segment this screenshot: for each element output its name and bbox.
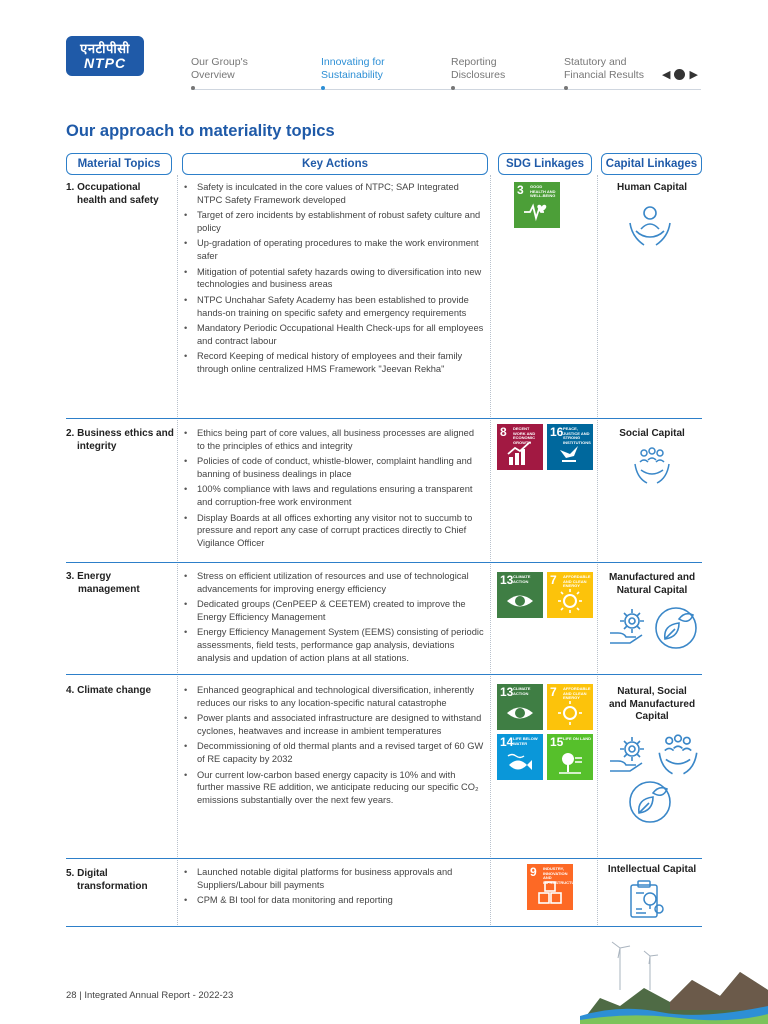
nav-item-statutory[interactable] xyxy=(564,56,644,82)
sdg-label: PEACE, JUSTICE AND STRONG INSTITUTIONS xyxy=(563,426,591,445)
nav-dot xyxy=(451,86,455,90)
list-item: • Power plants and associated infrastructure are designed to withstand cyclones, heatwaves and increase in ambient temperatures xyxy=(184,712,484,738)
list-item: • Ethics being part of core values, all business processes are aligned to the principles of ethics and integrity xyxy=(184,427,484,453)
topic-label xyxy=(66,571,176,596)
actions-list xyxy=(184,427,484,553)
nav-item-reporting[interactable] xyxy=(451,56,505,82)
leaves-icon xyxy=(627,779,673,825)
capital-text: and Manufactured xyxy=(608,698,696,710)
growth-chart-icon xyxy=(506,440,534,466)
topic-label xyxy=(66,868,176,893)
list-item: • Decommissioning of old thermal plants and a revised target of 60 GW of RE capacity by 2032 xyxy=(184,740,484,766)
topic-label xyxy=(66,685,176,698)
sdg-15-tile xyxy=(547,734,593,780)
actions-list xyxy=(184,570,484,667)
column-header-capital: Capital Linkages xyxy=(601,153,702,175)
list-item: • Safety is inculcated in the core values of NTPC; SAP Integrated NTPC Safety Framework developed xyxy=(184,181,484,207)
capital-text: Natural, Social xyxy=(617,686,687,697)
cubes-icon xyxy=(536,880,564,906)
human-capital-icon xyxy=(626,203,674,251)
sdg-14-tile xyxy=(497,734,543,780)
topic-text: management xyxy=(78,583,140,595)
actions-list xyxy=(184,181,484,378)
sdg-16-tile xyxy=(547,424,593,470)
leaves-icon xyxy=(653,605,699,651)
topic-text: 1. Occupational xyxy=(66,182,141,193)
sdg-number: 8 xyxy=(500,425,507,439)
social-capital-icon xyxy=(632,446,672,486)
fish-icon xyxy=(506,750,534,776)
topic-text: 5. Digital xyxy=(66,868,108,879)
ntpc-logo[interactable] xyxy=(66,36,144,76)
sdg-label: AFFORDABLE AND CLEAN ENERGY xyxy=(563,574,591,588)
tree-icon xyxy=(556,750,584,776)
column-header-topics: Material Topics xyxy=(66,153,172,175)
list-item: • Mitigation of potential safety hazards owing to diversification into new technologies and business areas xyxy=(184,266,484,292)
nav-label: Our Group's xyxy=(191,56,248,68)
actions-list xyxy=(184,684,484,810)
sun-power-icon xyxy=(556,588,584,614)
list-item: • Our current low-carbon based energy capacity is 10% and with further massive RE addition, we anticipate reducing our specific CO₂ emissions substantially over the next few years. xyxy=(184,769,484,807)
sdg-label: DECENT WORK AND ECONOMIC GROWTH xyxy=(513,426,536,445)
capital-label: Human Capital xyxy=(616,182,687,193)
gear-hand-icon xyxy=(606,603,652,649)
sdg-label: CLIMATE ACTION xyxy=(513,574,531,584)
sdg-number: 16 xyxy=(550,425,564,439)
intellectual-capital-icon xyxy=(628,879,666,921)
sdg-label: LIFE BELOW WATER xyxy=(513,736,538,746)
sdg-number: 9 xyxy=(530,865,537,879)
list-item: • Enhanced geographical and technological diversification, inherently reduces our risks to any location-specific natural catastrophe xyxy=(184,684,484,710)
list-item: • Launched notable digital platforms for business approvals and Suppliers/Labour bill payments xyxy=(184,866,484,892)
social-capital-icon xyxy=(656,733,700,777)
sdg-number: 7 xyxy=(550,685,557,699)
sdg-8-tile xyxy=(497,424,543,470)
table-row xyxy=(66,419,702,563)
list-item: • Display Boards at all offices exhorting any visitor not to succumb to pressure and report any case of corrupt practices directly to Chief Vigilance Officer xyxy=(184,512,484,550)
list-item: • Target of zero incidents by establishment of robust safety culture and policy xyxy=(184,209,484,235)
sdg-number: 3 xyxy=(517,183,524,197)
list-item: • NTPC Unchahar Safety Academy has been established to provide hands-on training on specific safety and emergency requirements xyxy=(184,294,484,320)
topic-label xyxy=(66,428,176,453)
list-item: • Up-gradation of operating procedures to make the work environment safer xyxy=(184,237,484,263)
capital-text: Capital xyxy=(635,711,669,722)
capital-label xyxy=(604,572,700,597)
nav-label: Sustainability xyxy=(321,69,383,81)
sdg-number: 15 xyxy=(550,735,564,749)
page-footer: 28 | Integrated Annual Report - 2022-23 xyxy=(66,990,234,1001)
sdg-3-tile xyxy=(514,182,560,228)
sdg-label: AFFORDABLE AND CLEAN ENERGY xyxy=(563,686,591,700)
page-title: Our approach to materiality topics xyxy=(66,122,335,140)
capital-label: Social Capital xyxy=(619,428,685,439)
topic-text: 2. Business ethics and xyxy=(66,428,174,439)
list-item: • Stress on efficient utilization of resources and use of technological advancements for improving energy efficiency xyxy=(184,570,484,596)
capital-label xyxy=(604,686,700,724)
sdg-7-tile xyxy=(547,684,593,730)
nav-dot xyxy=(564,86,568,90)
list-item: • Record Keeping of medical history of employees and their family through online centralized HMS Framework "Jeevan Rekha" xyxy=(184,350,484,376)
nav-dot xyxy=(191,86,195,90)
list-item: • Energy Efficiency Management System (EEMS) consisting of periodic assessments, field tests, performance gap analysis, deviations analysis and updation of action plans at all stations. xyxy=(184,626,484,664)
gear-hand-icon xyxy=(606,731,652,777)
list-item: • Policies of code of conduct, whistle-blower, complaint handling and banning of business dealings in place xyxy=(184,455,484,481)
sdg-label: CLIMATE ACTION xyxy=(513,686,531,696)
nav-label: Financial Results xyxy=(564,69,644,81)
eye-earth-icon xyxy=(506,588,534,614)
nav-label: Statutory and xyxy=(564,56,627,68)
topic-text: 3. Energy xyxy=(66,571,112,582)
column-header-actions: Key Actions xyxy=(182,153,488,175)
eye-earth-icon xyxy=(506,700,534,726)
sdg-9-tile xyxy=(527,864,580,910)
sdg-label: GOOD HEALTH AND WELL-BEING xyxy=(530,184,556,198)
section-nav xyxy=(191,56,701,90)
column-header-sdg: SDG Linkages xyxy=(498,153,592,175)
capital-text: Manufactured and xyxy=(608,572,696,583)
nav-label: Reporting xyxy=(451,56,497,68)
capital-label: Intellectual Capital xyxy=(607,864,697,875)
sdg-label: INDUSTRY, INNOVATION AND INFRASTRUCTURE xyxy=(543,866,580,885)
sdg-7-tile xyxy=(547,572,593,618)
nav-label: Disclosures xyxy=(451,69,506,81)
nav-item-innovating[interactable] xyxy=(321,56,385,82)
topic-text: integrity xyxy=(77,440,117,452)
nav-dot xyxy=(321,86,325,90)
page-nav-controls xyxy=(662,68,698,81)
sdg-number: 14 xyxy=(500,735,514,749)
topic-text: 4. Climate change xyxy=(66,685,152,696)
sun-power-icon xyxy=(556,700,584,726)
list-item: • CPM & BI tool for data monitoring and reporting xyxy=(184,894,484,907)
home-dot-icon[interactable] xyxy=(674,69,685,80)
nav-item-group-overview[interactable] xyxy=(191,56,248,82)
capital-text: Natural Capital xyxy=(616,584,688,596)
logo-english-text: NTPC xyxy=(83,54,127,71)
next-arrow-icon[interactable]: ▶ xyxy=(689,69,698,81)
sdg-number: 13 xyxy=(500,685,514,699)
table-row xyxy=(66,859,702,927)
heartbeat-icon xyxy=(523,198,551,224)
topic-text: transformation xyxy=(77,880,148,892)
topic-label xyxy=(66,182,176,207)
list-item: • Dedicated groups (CenPEEP & CEETEM) created to improve the Energy Efficiency Management xyxy=(184,598,484,624)
sdg-13-tile xyxy=(497,572,543,618)
actions-list xyxy=(184,866,484,910)
logo-hindi-text: एनटीपीसी xyxy=(80,40,130,56)
topic-text: health and safety xyxy=(77,194,159,206)
table-row xyxy=(66,175,702,419)
dove-gavel-icon xyxy=(556,440,584,466)
nav-label: Innovating for xyxy=(321,56,385,68)
list-item: • 100% compliance with laws and regulations ensuring a transparent and corruption-free work environment xyxy=(184,483,484,509)
sdg-13-tile xyxy=(497,684,543,730)
nav-label: Overview xyxy=(191,69,235,81)
sdg-number: 13 xyxy=(500,573,514,587)
sdg-label: LIFE ON LAND xyxy=(563,736,591,741)
prev-arrow-icon[interactable]: ◀ xyxy=(662,69,671,81)
landscape-illustration xyxy=(580,940,768,1024)
list-item: • Mandatory Periodic Occupational Health Check-ups for all employees and contract labour xyxy=(184,322,484,348)
sdg-number: 7 xyxy=(550,573,557,587)
